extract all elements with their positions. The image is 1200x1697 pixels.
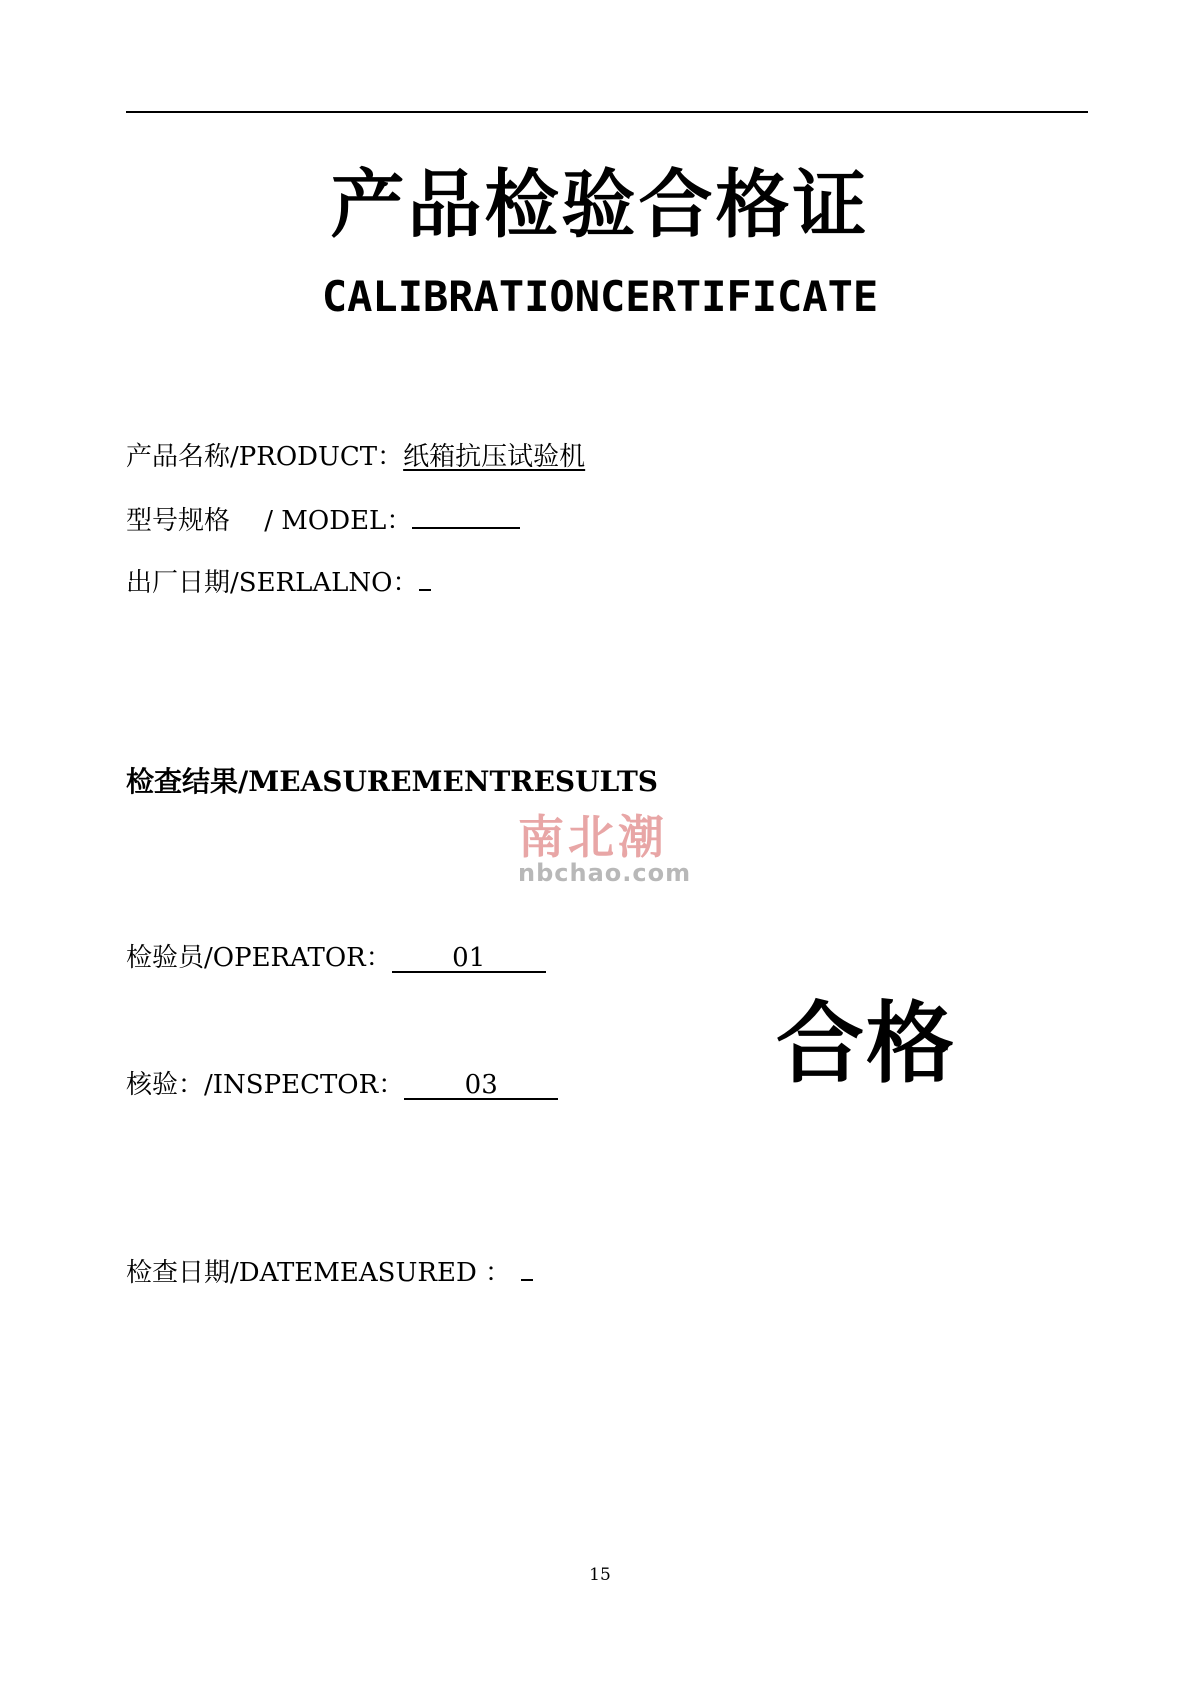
operator-field [126,943,546,973]
product-label: 产品名称/PRODUCT： [126,442,404,472]
product-field [126,442,585,472]
title-chinese: 产品检验合格证 [330,162,870,248]
model-field [126,505,520,536]
watermark-url: nbchao.com [518,859,692,887]
date-field [126,1257,533,1288]
page-number: 15 [589,1565,611,1585]
inspector-value: 03 [404,1072,558,1100]
model-label: 型号规格 / MODEL： [126,506,413,536]
operator-label: 检验员/OPERATOR： [126,943,392,973]
model-blank [412,505,520,529]
date-label: 检查日期/DATEMEASURED ： [126,1258,512,1288]
date-blank [521,1257,533,1281]
operator-value: 01 [392,945,546,973]
header-rule [126,111,1088,113]
pass-stamp: 合格 [776,992,957,1095]
watermark-logo: 南北潮 [518,810,668,864]
product-value: 纸箱抗压试验机 [403,442,586,472]
title-english: CALIBRATIONCERTIFICATE [321,272,879,321]
serial-field [126,567,431,598]
inspector-label: 核验：/INSPECTOR： [126,1070,405,1100]
section-title: 检查结果/MEASUREMENTRESULTS [126,765,659,798]
serial-label: 出厂日期/SERLALNO： [126,568,419,598]
inspector-field [126,1070,558,1100]
serial-blank [419,567,431,591]
